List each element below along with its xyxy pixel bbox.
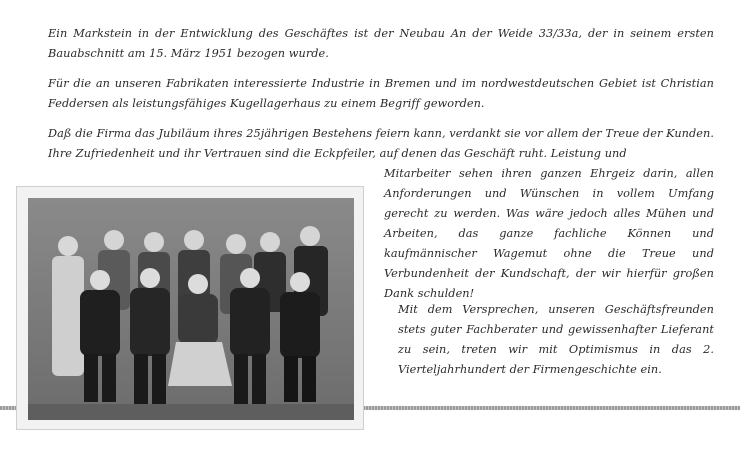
paragraph-industry-bremen: Für die an unseren Fabrikaten interessierte Industrie in Bremen und im nordwestdeutschen Gebiet ist Christian Feddersen als leistungsfähiges Kugellagerhaus zu einem Begriff geworden.: [48, 77, 714, 110]
group-photo-image: [28, 198, 354, 420]
paragraph-anniversary-continued: Mitarbeiter sehen ihren ganzen Ehrgeiz darin, allen Anforderungen und Wünschen in vollem Umfang gerecht zu werden. Was wäre jedoch alles Mühen und Arbeiten, das ganze fachliche Können und kaufmännischer Wagemut ohne die Treue und Verbundenheit der Kundschaft, der wir hierfür großen Dank schulden!: [384, 167, 714, 300]
staff-group-photo: [16, 186, 364, 430]
paragraph-anniversary-start: Daß die Firma das Jubiläum ihres 25jährigen Bestehens feiern kann, verdankt sie vor allem der Treue der Kunden. Ihre Zufriedenheit und ihr Vertrauen sind die Eckpfeiler, auf denen das Geschäft ruht. Leistung und: [48, 127, 714, 160]
paragraph-promise: Mit dem Versprechen, unseren Geschäftsfreunden stets guter Fachberater und gewissenhafter Lieferant zu sein, treten wir mit Optimismus in das 2. Vierteljahrhundert der Firmengeschichte ein.: [398, 303, 714, 376]
paragraph-new-building: Ein Markstein in der Entwicklung des Geschäftes ist der Neubau An der Weide 33/33a, der in seinem ersten Bauabschnitt am 15. März 1951 bezogen wurde.: [48, 27, 714, 60]
